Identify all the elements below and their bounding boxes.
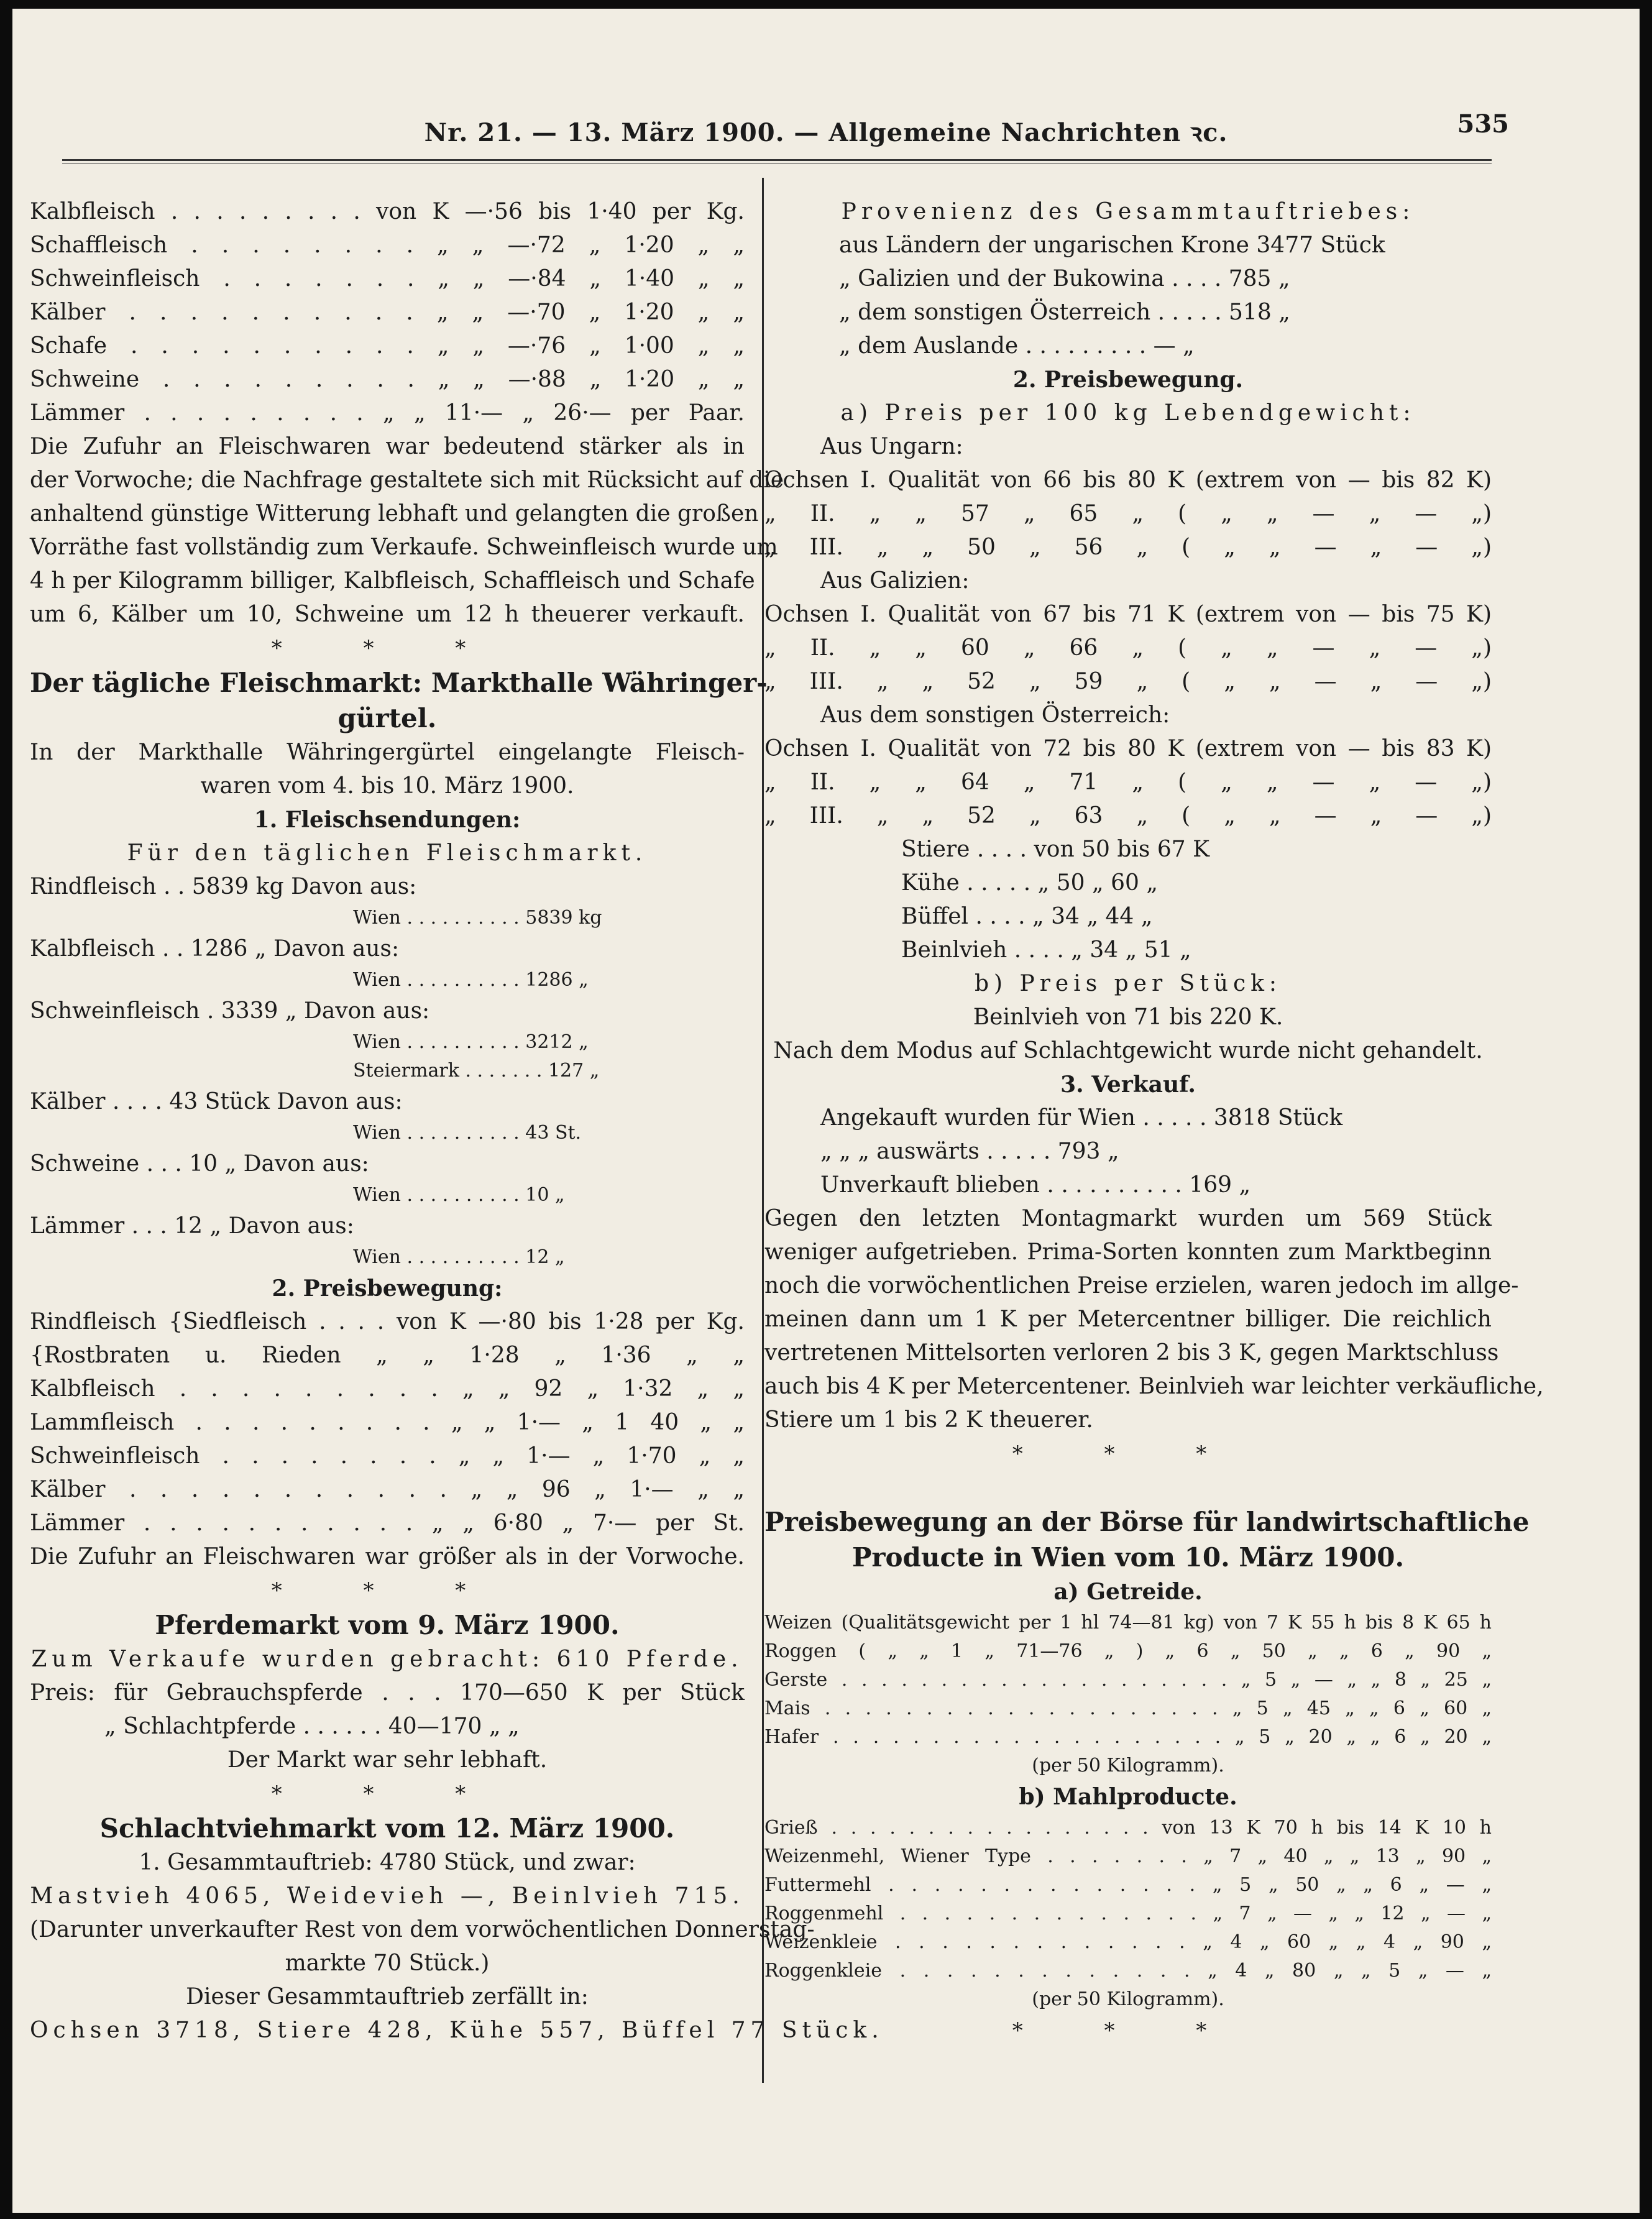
right-text-line: Ochsen I. Qualität von 67 bis 71 K (extrem von — bis 75 K) [764,602,1492,627]
right-text-line: b) Preis per Stück: [974,971,1282,996]
right-text-line: Kühe . . . . . „ 50 „ 60 „ [901,870,1158,896]
header-rule [62,159,1492,163]
left-text-line: Der tägliche Fleischmarkt: Markthalle Währinger- [30,668,768,698]
left-text-line: Für den täglichen Fleischmarkt. [127,840,648,866]
right-text-line: Unverkauft blieben . . . . . . . . . . 169 „ [820,1172,1251,1198]
right-text-line: „ II. „ „ 64 „ 71 „ ( „ „ — „ — „) [764,770,1492,795]
right-text-line: 3. Verkauf. [1060,1072,1196,1098]
right-text-line: Aus dem sonstigen Österreich: [820,702,1170,728]
right-text-line: Stiere um 1 bis 2 K theuerer. [764,1407,1093,1433]
right-text-line: Angekauft wurden für Wien . . . . . 3818 Stück [820,1105,1343,1131]
left-text-line: Wien . . . . . . . . . . 5839 kg [353,907,602,929]
left-text-line: Schweine . . . 10 „ Davon aus: [30,1151,369,1177]
right-text-line: aus Ländern der ungarischen Krone 3477 Stück [839,232,1385,258]
right-text-line: * * * [1012,1441,1244,1466]
left-text-line: 1. Gesammtauftrieb: 4780 Stück, und zwar: [139,1850,636,1875]
left-text-line: 1. Fleischsendungen: [254,807,521,833]
right-text-line: Preisbewegung an der Börse für landwirtschaftliche [764,1507,1530,1537]
right-text-line: Roggenkleie . . . . . . . . . . . . . „ 4 „ 80 „ „ 5 „ — „ [764,1960,1492,1982]
left-text-line: Wien . . . . . . . . . . 43 St. [353,1122,582,1144]
left-text-line: Wien . . . . . . . . . . 3212 „ [353,1031,589,1053]
right-text-line: (per 50 Kilogramm). [1032,1755,1224,1776]
right-text-line: Beinlvieh von 71 bis 220 K. [973,1004,1283,1030]
left-text-line: Rindfleisch {Siedfleisch . . . . von K —·80 bis 1·28 per Kg. [30,1309,745,1335]
left-text-line: Die Zufuhr an Fleischwaren war größer als in der Vorwoche. [30,1544,745,1569]
left-text-line: Schweinfleisch . 3339 „ Davon aus: [30,998,430,1024]
left-text-line: Pferdemarkt vom 9. März 1900. [155,1610,620,1640]
left-text-line: {Rostbraten u. Rieden „ „ 1·28 „ 1·36 „ „ [30,1343,745,1368]
right-text-line: Gerste . . . . . . . . . . . . . . . . . . . . „ 5 „ — „ „ 8 „ 25 „ [764,1669,1492,1691]
left-text-line: Lämmer . . . . . . . . . „ „ 11·— „ 26·— per Paar. [30,400,745,426]
right-text-line: Büffel . . . . „ 34 „ 44 „ [901,904,1153,929]
left-text-line: Wien . . . . . . . . . . 12 „ [353,1246,565,1268]
right-text-line: „ III. „ „ 52 „ 63 „ ( „ „ — „ — „) [764,803,1492,829]
right-text-line: „ II. „ „ 60 „ 66 „ ( „ „ — „ — „) [764,635,1492,661]
left-text-line: Schlachtviehmarkt vom 12. März 1900. [99,1813,675,1844]
left-text-line: Kälber . . . . . . . . . . . „ „ 96 „ 1·— „ „ [30,1477,745,1502]
right-text-line: Roggenmehl . . . . . . . . . . . . . . „ 7 „ — „ „ 12 „ — „ [764,1903,1492,1924]
right-text-line: Hafer . . . . . . . . . . . . . . . . . . . . „ 5 „ 20 „ „ 6 „ 20 „ [764,1726,1492,1748]
right-text-line: * * * [1012,2018,1244,2043]
left-text-line: Ochsen 3718, Stiere 428, Kühe 557, Büffel 77 Stück. [30,2018,884,2043]
left-text-line: Kalbfleisch . . . . . . . . . „ „ 92 „ 1·32 „ „ [30,1376,745,1402]
newspaper-page [12,9,1640,2213]
page-title: Nr. 21. — 13. März 1900. — Allgemeine Nachrichten ꝛc. [424,118,1228,147]
left-text-line: Schweinfleisch . . . . . . . . „ „ 1·— „ 1·70 „ „ [30,1443,745,1469]
right-text-line: weniger aufgetrieben. Prima-Sorten konnten zum Marktbeginn [764,1239,1492,1265]
left-text-line: Lammfleisch . . . . . . . . . „ „ 1·— „ 1 40 „ „ [30,1410,745,1435]
left-text-line: Schweinfleisch . . . . . . . „ „ —·84 „ 1·40 „ „ [30,266,745,292]
right-text-line: Ochsen I. Qualität von 66 bis 80 K (extrem von — bis 82 K) [764,467,1492,493]
left-text-line: Vorräthe fast vollständig zum Verkaufe. Schweinfleisch wurde um [30,535,778,560]
left-text-line: anhaltend günstige Witterung lebhaft und gelangten die großen [30,501,759,526]
right-text-line: „ III. „ „ 52 „ 59 „ ( „ „ — „ — „) [764,669,1492,694]
right-text-line: Beinlvieh . . . . „ 34 „ 51 „ [901,937,1191,963]
right-text-line: Aus Galizien: [820,568,970,594]
left-text-line: Wien . . . . . . . . . . 1286 „ [353,969,589,991]
left-text-line: Lämmer . . . . . . . . . . . „ „ 6·80 „ 7·— per St. [30,1510,745,1536]
left-text-line: Preis: für Gebrauchspferde . . . 170—650 K per Stück [30,1680,745,1706]
right-text-line: Ochsen I. Qualität von 72 bis 80 K (extrem von — bis 83 K) [764,736,1492,761]
right-text-line: „ dem Auslande . . . . . . . . . — „ [839,333,1195,359]
column-divider [762,178,764,2083]
right-text-line: Weizen (Qualitätsgewicht per 1 hl 74—81 kg) von 7 K 55 h bis 8 K 65 h [764,1612,1492,1633]
left-text-line: markte 70 Stück.) [285,1950,490,1976]
left-text-line: Der Markt war sehr lebhaft. [227,1747,548,1773]
right-text-line: Aus Ungarn: [820,434,963,459]
right-text-line: „ dem sonstigen Österreich . . . . . 518 „ [839,300,1290,325]
left-text-line: Schaffleisch . . . . . . . . „ „ —·72 „ 1·20 „ „ [30,232,745,258]
left-text-line: Steiermark . . . . . . . 127 „ [353,1060,600,1082]
left-text-line: Schafe . . . . . . . . . . „ „ —·76 „ 1·00 „ „ [30,333,745,359]
left-text-line: Mastvieh 4065, Weidevieh —, Beinlvieh 715. [30,1883,745,1909]
left-text-line: Rindfleisch . . 5839 kg Davon aus: [30,874,417,899]
right-text-line: a) Getreide. [1053,1579,1203,1605]
right-text-line: (per 50 Kilogramm). [1032,1988,1224,2010]
left-text-line: um 6, Kälber um 10, Schweine um 12 h theuerer verkauft. [30,602,745,627]
right-text-line: Roggen ( „ „ 1 „ 71—76 „ ) „ 6 „ 50 „ „ 6 „ 90 „ [764,1640,1492,1662]
left-text-line: 2. Preisbewegung: [272,1275,503,1302]
left-text-line: * * * [271,636,503,661]
left-text-line: Zum Verkaufe wurden gebracht: 610 Pferde. [31,1647,743,1672]
right-text-line: noch die vorwöchentlichen Preise erzielen, waren jedoch im allge- [764,1273,1519,1298]
right-text-line: a) Preis per 100 kg Lebendgewicht: [840,400,1416,426]
right-text-line: Nach dem Modus auf Schlachtgewicht wurde nicht gehandelt. [773,1038,1483,1064]
right-text-line: Futtermehl . . . . . . . . . . . . . . „ 5 „ 50 „ „ 6 „ — „ [764,1874,1492,1896]
left-text-line: Wien . . . . . . . . . . 10 „ [353,1184,565,1206]
left-text-line: Die Zufuhr an Fleischwaren war bedeutend stärker als in [30,434,745,459]
right-text-line: „ Galizien und der Bukowina . . . . 785 „ [839,266,1290,292]
right-text-line: Stiere . . . . von 50 bis 67 K [901,837,1209,862]
right-text-line: Weizenkleie . . . . . . . . . . . . . „ 4 „ 60 „ „ 4 „ 90 „ [764,1931,1492,1953]
left-text-line: * * * [271,1781,503,1806]
page-number: 535 [1457,109,1509,139]
left-text-line: Kälber . . . . . . . . . . „ „ —·70 „ 1·20 „ „ [30,300,745,325]
right-text-line: b) Mahlproducte. [1019,1784,1237,1810]
right-text-line: meinen dann um 1 K per Metercentner billiger. Die reichlich [764,1307,1492,1332]
right-text-line: Producte in Wien vom 10. März 1900. [851,1542,1405,1573]
left-text-line: „ Schlachtpferde . . . . . . 40—170 „ „ [104,1714,520,1739]
right-text-line: Gegen den letzten Montagmarkt wurden um 569 Stück [764,1206,1492,1231]
left-text-line: (Darunter unverkaufter Rest von dem vorwöchentlichen Donnerstag- [30,1917,815,1942]
right-text-line: „ II. „ „ 57 „ 65 „ ( „ „ — „ — „) [764,501,1492,526]
left-text-line: Kalbfleisch . . . . . . . . . von K —·56 bis 1·40 per Kg. [30,199,745,224]
right-text-line: Grieß . . . . . . . . . . . . . . . . . von 13 K 70 h bis 14 K 10 h [764,1817,1492,1839]
left-text-line: 4 h per Kilogramm billiger, Kalbfleisch, Schaffleisch und Schafe [30,568,755,594]
right-text-line: Mais . . . . . . . . . . . . . . . . . . . . „ 5 „ 45 „ „ 6 „ 60 „ [764,1698,1492,1719]
left-text-line: Kalbfleisch . . 1286 „ Davon aus: [30,936,400,962]
left-text-line: In der Markthalle Währingergürtel eingelangte Fleisch- [30,740,745,765]
left-text-line: Dieser Gesammtauftrieb zerfällt in: [186,1984,589,2010]
right-text-line: Weizenmehl, Wiener Type . . . . . . . „ 7 „ 40 „ „ 13 „ 90 „ [764,1845,1492,1867]
right-text-line: vertretenen Mittelsorten verloren 2 bis 3 K, gegen Marktschluss [764,1340,1499,1366]
right-text-line: 2. Preisbewegung. [1012,367,1244,393]
left-text-line: Schweine . . . . . . . . . „ „ —·88 „ 1·20 „ „ [30,367,745,392]
left-text-line: Kälber . . . . 43 Stück Davon aus: [30,1089,403,1114]
left-text-line: Lämmer . . . 12 „ Davon aus: [30,1213,354,1239]
right-text-line: auch bis 4 K per Metercentener. Beinlvieh war leichter verkäufliche, [764,1374,1544,1399]
left-text-line: gürtel. [337,703,437,733]
right-text-line: „ III. „ „ 50 „ 56 „ ( „ „ — „ — „) [764,535,1492,560]
left-text-line: * * * [271,1578,503,1603]
right-text-line: „ „ „ auswärts . . . . . 793 „ [820,1139,1119,1164]
right-text-line: Provenienz des Gesammtauftriebes: [841,199,1415,224]
left-text-line: der Vorwoche; die Nachfrage gestaltete sich mit Rücksicht auf die [30,467,784,493]
left-text-line: waren vom 4. bis 10. März 1900. [200,773,574,799]
